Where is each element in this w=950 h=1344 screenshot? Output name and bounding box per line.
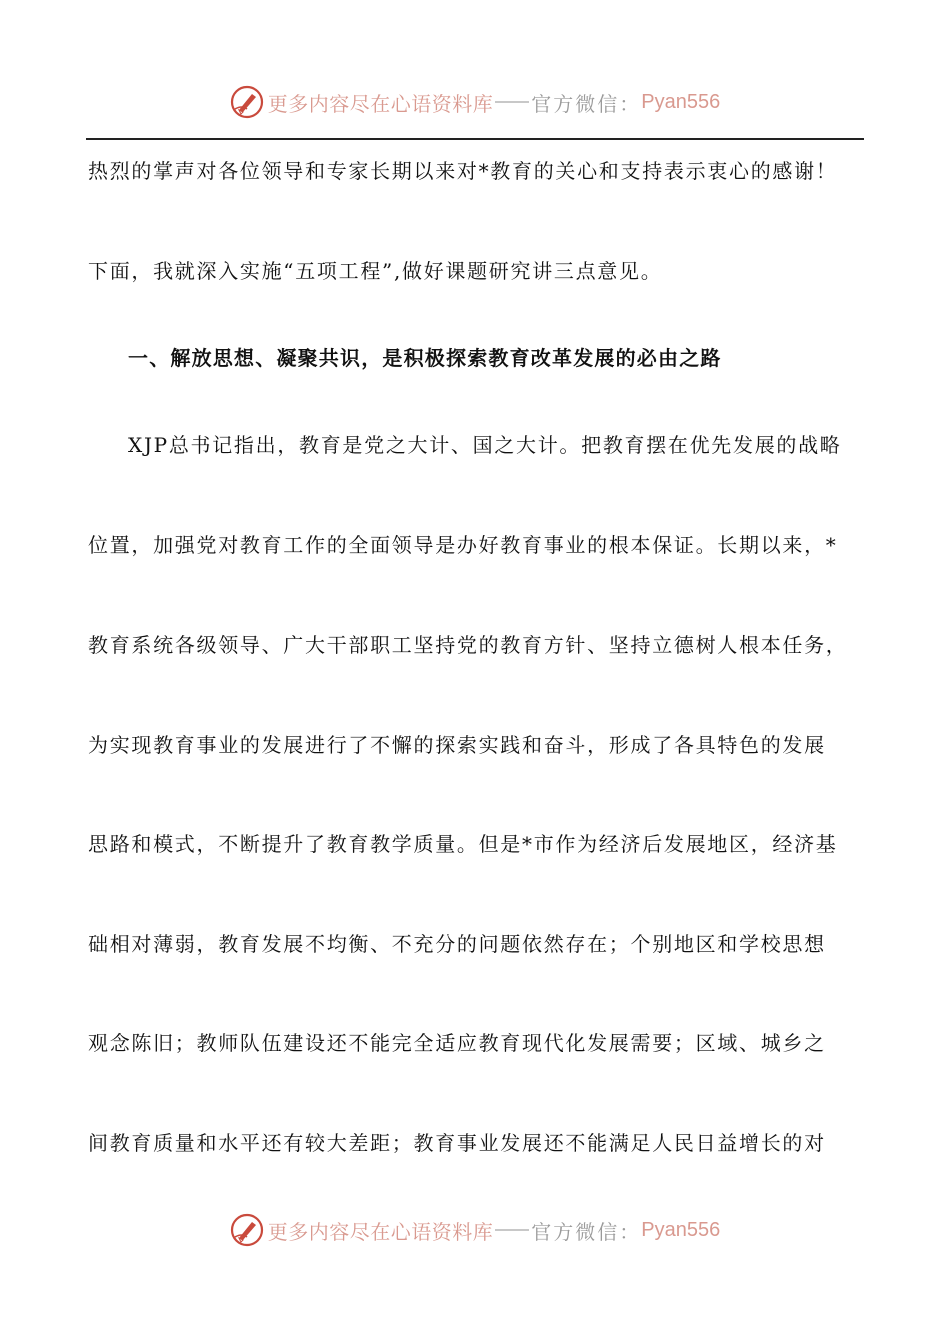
header-watermark — [0, 82, 950, 122]
watermark-sub-text: 官方微信： — [531, 91, 642, 116]
watermark-wechat-id: Pyan556 — [641, 90, 721, 113]
body-line: 教育系统各级领导、广大干部职工坚持党的教育方针、坚持立德树人根本任务， — [88, 633, 848, 657]
section-heading: 一、解放思想、凝聚共识，是积极探索教育改革发展的必由之路 — [128, 346, 722, 370]
footer-watermark — [0, 1210, 950, 1250]
body-line: XJP总书记指出，教育是党之大计、国之大计。把教育摆在优先发展的战略 — [128, 433, 842, 457]
body-line: 础相对薄弱，教育发展不均衡、不充分的问题依然存在；个别地区和学校思想 — [88, 932, 826, 956]
watermark-wechat-id: Pyan556 — [641, 1218, 721, 1241]
body-line: 观念陈旧；教师队伍建设还不能完全适应教育现代化发展需要；区域、城乡之 — [88, 1031, 826, 1055]
body-line: 下面，我就深入实施“五项工程”,做好课题研究讲三点意见。 — [88, 259, 663, 283]
body-line: 间教育质量和水平还有较大差距；教育事业发展还不能满足人民日益增长的对 — [88, 1131, 826, 1155]
pen-logo-icon — [230, 85, 264, 119]
body-line: 思路和模式，不断提升了教育教学质量。但是*市作为经济后发展地区，经济基 — [88, 832, 838, 856]
body-line: 热烈的掌声对各位领导和专家长期以来对*教育的关心和支持表示衷心的感谢！ — [88, 159, 838, 183]
pen-logo-icon — [230, 1213, 264, 1247]
header-rule — [86, 138, 864, 140]
watermark-main-text: 更多内容尽在心语资料库 — [267, 1219, 494, 1244]
body-line: 为实现教育事业的发展进行了不懈的探索实践和奋斗，形成了各具特色的发展 — [88, 733, 826, 757]
watermark-sub-text: 官方微信： — [531, 1219, 642, 1244]
watermark-main-text: 更多内容尽在心语资料库 — [267, 91, 494, 116]
watermark-dash — [495, 101, 529, 103]
watermark-dash — [495, 1229, 529, 1231]
body-line: 位置，加强党对教育工作的全面领导是办好教育事业的根本保证。长期以来，* — [88, 533, 838, 557]
